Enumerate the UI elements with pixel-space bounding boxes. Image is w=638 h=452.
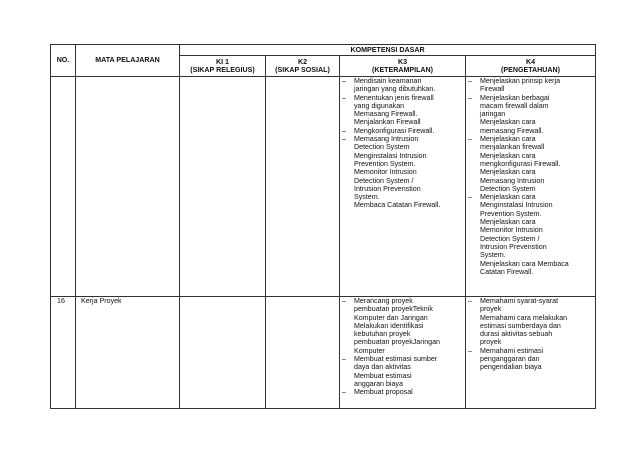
list-item: Menginstalasi Intrusion [480,201,553,210]
table-row [51,297,596,409]
cell-ki1 [180,77,266,297]
list-item: Membuat estimasi [354,371,412,380]
header-kompetensi-dasar: KOMPETENSI DASAR [180,45,596,56]
list-item: memasang Firewall. [480,126,544,135]
cell-k3 [340,297,466,409]
list-item: Memasang Firewall. [354,110,418,119]
cell-no [51,77,76,297]
list-item: macam firewall dalam [480,101,549,110]
list-item: – Menjelaskan cara [468,193,593,201]
list-item: Prevention System. [480,209,542,218]
list-item: Memasang Intrusion [480,176,545,185]
list-item: – Merancang proyek [342,297,463,305]
header-no: NO. [51,45,76,77]
list-item: Menjelaskan cara Membaca [480,259,569,268]
list-item: Intrusion Prevenstion [480,242,547,251]
list-item: kebutuhan proyek [354,330,411,339]
list-item: Firewall [480,85,505,94]
list-item: Menjelaskan cara [480,168,536,177]
list-item: Catatan Firewall. [480,267,534,276]
list-item: proyek [480,305,502,314]
list-item: Detection System / [480,234,540,243]
list-item: Membaca Catatan Firewall. [354,201,441,210]
header-k3-sub: (KETERAMPILAN) [371,66,434,74]
header-k4-title: K4 [525,57,536,66]
list-item: yang digunakan [354,101,405,110]
table-row [51,77,596,297]
list-item: jaringan yang dibutuhkan. [354,85,436,94]
cell-k2 [266,77,340,297]
list-item: Detection System [480,184,536,193]
list-item: durasi aktivitas sebuah [480,330,553,339]
cell-k2 [266,297,340,409]
cell-no: 16 [51,297,76,409]
k3-list [342,297,463,397]
list-item: Memonitor Intrusion [480,226,543,235]
cell-mata-pelajaran [76,77,180,297]
list-item: proyek [480,338,502,347]
list-item: Menjelaskan cara [480,118,536,127]
list-item: – Menjelaskan cara [468,135,593,143]
list-item: Komputer dan Jaringan [354,313,428,322]
list-item: System. [354,193,380,202]
list-item: estimasi sumberdaya dan [480,321,561,330]
list-item: – Memasang Intrusion [342,135,463,143]
list-item: Menjelaskan cara [480,151,536,160]
k3-list [342,77,463,210]
cell-k4 [466,297,596,409]
list-item: daya dan aktivitas [354,363,411,372]
header-k4 [466,56,596,77]
cell-k3 [340,77,466,297]
list-item: pembuatan proyekTeknik [354,305,433,314]
list-item: – Menjelaskan berbagai [468,94,593,102]
list-item: mengkonfigurasi Firewall. [480,159,561,168]
list-item: Detection System [354,143,410,152]
header-ki1 [180,56,266,77]
list-item: menjalankan firewall [480,143,545,152]
list-item: System. [480,251,506,260]
list-item: Menjelaskan cara [480,218,536,227]
header-k2-sub: (SIKAP SOSIAL) [275,66,330,74]
k4-list [468,77,593,276]
list-item: – Memahami syarat-syarat [468,297,593,305]
list-item: Menjalankan Firewall [354,118,421,127]
header-k2-title: K2 [297,57,308,66]
list-item: – Mendisain keamanan [342,77,463,85]
header-k3 [340,56,466,77]
list-item: Memahami cara melakukan [480,313,568,322]
cell-k4 [466,77,596,297]
cell-mata-pelajaran: Kerja Proyek [76,297,180,409]
list-item: – Memahami estimasi [468,347,593,355]
list-item: anggaran biaya [354,379,403,388]
list-item: Komputer [354,346,385,355]
header-k2 [266,56,340,77]
list-item: Menginstalasi Intrusion [354,151,427,160]
list-item: – Menentukan jenis firewall [342,94,463,102]
header-k4-sub: (PENGETAHUAN) [501,66,561,74]
list-item: pengendalian biaya [480,363,542,372]
list-item: Intrusion Prevenstion [354,184,421,193]
list-item: jaringan [480,110,506,119]
list-item: pembuatan proyekJaringan [354,338,440,347]
header-k3-title: K3 [397,57,408,66]
list-item: Melakukan identifikasi [354,321,424,330]
list-item: Detection System / [354,176,414,185]
header-ki1-sub: (SIKAP RELEGIUS) [190,66,255,74]
list-item: penganggaran dan [480,355,540,364]
list-item: – Mengkonfigurasi Firewall. [342,127,463,135]
list-item: Prevention System. [354,159,416,168]
header-mata-pelajaran: MATA PELAJARAN [76,45,180,77]
header-ki1-title: KI 1 [215,57,229,66]
list-item: – Menjelaskan prinsip kerja [468,77,593,85]
list-item: – Membuat estimasi sumber [342,355,463,363]
list-item: Memonitor Intrusion [354,168,417,177]
cell-ki1 [180,297,266,409]
k4-list [468,297,593,372]
competency-table [50,44,596,409]
list-item: – Membuat proposal [342,388,463,396]
